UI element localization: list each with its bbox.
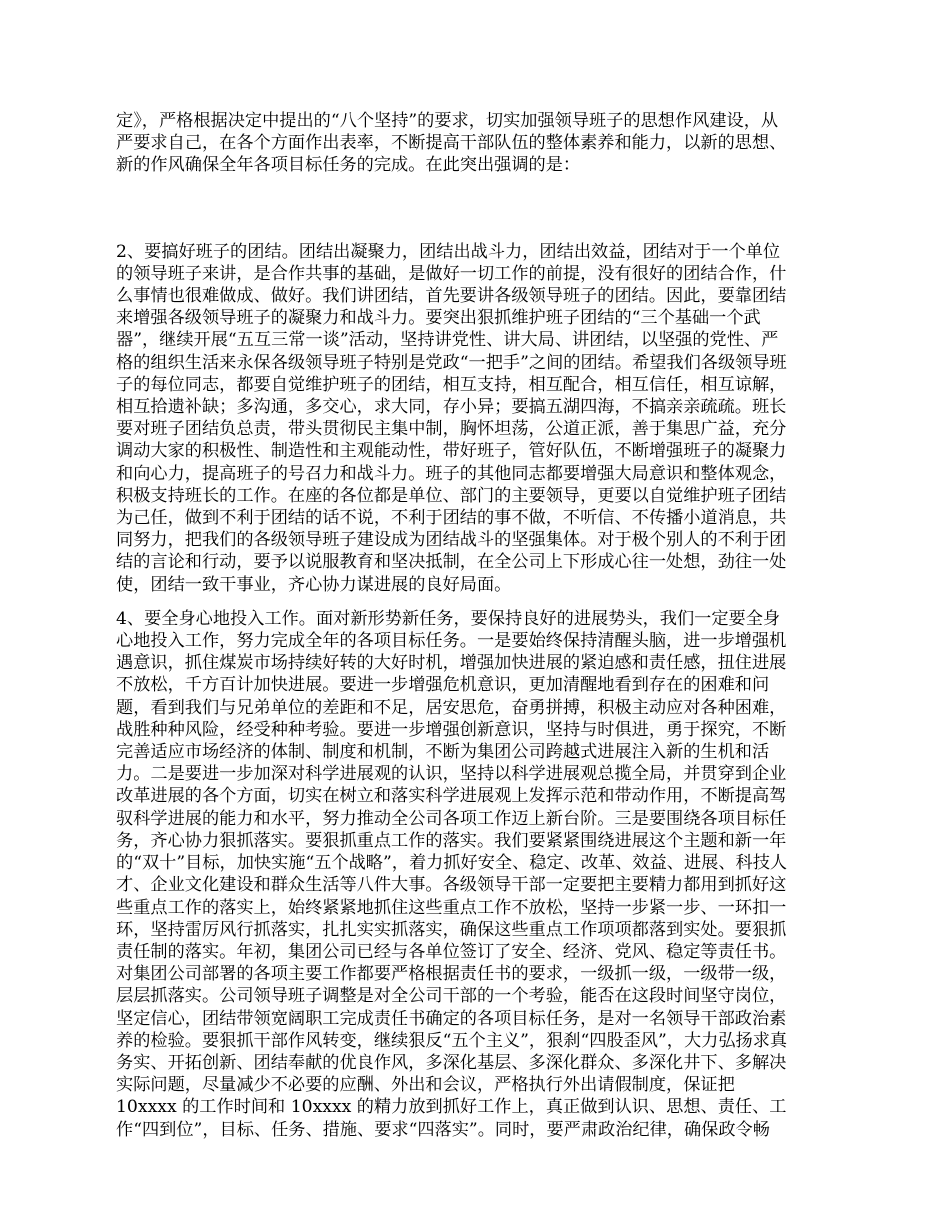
item-2-paragraph: 2、要搞好班子的团结。团结出凝聚力，团结出战斗力，团结出效益，团结对于一个单位 的领导班子来讲，是合作共事的基础，是做好一切工作的前提，没有很好的团结合作，什 么事情也很难做成、做好。我们讲团结，首先要讲各级领导班子的团结。因此，要靠团结 来增强各级领导班子的凝聚力和战斗力。要突出狠抓维护班子团结的“三个基础一个武 器”，继续开展“五互三常一谈”活动，坚持讲党性、讲大局、讲团结，以坚强的党性、严 格的组织生活来永保各级领导班子特别是党政“一把手”之间的团结。希望我们各级领导班 子的每位同志，都要自觉维护班子的团结，相互支持，相互配合，相互信任，相互谅解， 相互拾遗补缺；多沟通，多交心，求大同，存小异；要搞五湖四海，不搞亲亲疏疏。班长 要对班子团结负总责，带头贯彻民主集中制，胸怀坦荡，公道正派，善于集思广益，充分 调动大家的积极性、制造性和主观能动性，带好班子，管好队伍，不断增强班子的凝聚力 和向心力，提高班子的号召力和战斗力。班子的其他同志都要增强大局意识和整体观念， 积极支持班长的工作。在座的各位都是单位、部门的主要领导，更要以自觉维护班子团结 为己任，做到不利于团结的话不说，不利于团结的事不做，不听信、不传播小道消息，共 同努力，把我们的各级领导班子建设成为团结战斗的坚强集体。对于极个别人的不利于团 结的言论和行动，要予以说服教育和坚决抵制，在全公司上下形成心往一处想，劲往一处 使，团结一致干事业，齐心协力谋进展的良好局面。: [116, 241, 787, 595]
document-body: [116, 110, 834, 1141]
item-4-paragraph: 4、要全身心地投入工作。面对新形势新任务，要保持良好的进展势头，我们一定要全身 心地投入工作，努力完成全年的各项目标任务。一是要始终保持清醒头脑，进一步增强机 遇意识，抓住煤炭市场持续好转的大好时机，增强加快进展的紧迫感和责任感，扭住进展 不放松，千方百计加快进展。要进一步增强危机意识，更加清醒地看到存在的困难和问 题，看到我们与兄弟单位的差距和不足，居安思危，奋勇拼搏，积极主动应对各种困难， 战胜种种风险，经受种种考验。要进一步增强创新意识，坚持与时俱进，勇于探究，不断 完善适应市场经济的体制、制度和机制，不断为集团公司跨越式进展注入新的生机和活 力。二是要进一步加深对科学进展观的认识，坚持以科学进展观总揽全局，并贯穿到企业 改革进展的各个方面，切实在树立和落实科学进展观上发挥示范和带动作用，不断提高驾 驭科学进展的能力和水平，努力推动全公司各项工作迈上新台阶。三是要围绕各项目标任 务，齐心协力狠抓落实。要狠抓重点工作的落实。我们要紧紧围绕进展这个主题和新一年 的“双十”目标，加快实施“五个战略”，着力抓好安全、稳定、改革、效益、进展、科技人 才、企业文化建设和群众生活等八件大事。各级领导干部一定要把主要精力都用到抓好这 些重点工作的落实上，始终紧紧地抓住这些重点工作不放松，坚持一步紧一步、一环扣一 环，坚持雷厉风行抓落实，扎扎实实抓落实，确保这些重点工作项项都落到实处。要狠抓 责任制的落实。年初，集团公司已经与各单位签订了安全、经济、党风、稳定等责任书。 对集团公司部署的各项主要工作都要严格根据责任书的要求，一级抓一级，一级带一级， 层层抓落实。公司领导班子调整是对全公司干部的一个考验，能否在这段时间坚守岗位， 坚定信心，团结带领宽阔职工完成责任书确定的各项目标任务，是对一名领导干部政治素 养的检验。要狠抓干部作风转变，继续狠反“五个主义”，狠刹“四股歪风”，大力弘扬求真 务实、开拓创新、团结奉献的优良作风，多深化基层、多深化群众、多深化井下、多解决 实际问题，尽量减少不必要的应酬、外出和会议，严格执行外出请假制度，保证把 10xxxx 的工作时间和 10xxxx 的精力放到抓好工作上，真正做到认识、思想、责任、工 作“四到位”，目标、任务、措施、要求“四落实”。同时，要严肃政治纪律，确保政令畅: [116, 608, 788, 1140]
intro-paragraph: 定》，严格根据决定中提出的“八个坚持”的要求，切实加强领导班子的思想作风建设，从 严要求自己，在各个方面作出表率，不断提高干部队伍的整体素养和能力，以新的思想、 新的作风确保全年各项目标任务的完成。在此突出强调的是：: [116, 111, 787, 176]
